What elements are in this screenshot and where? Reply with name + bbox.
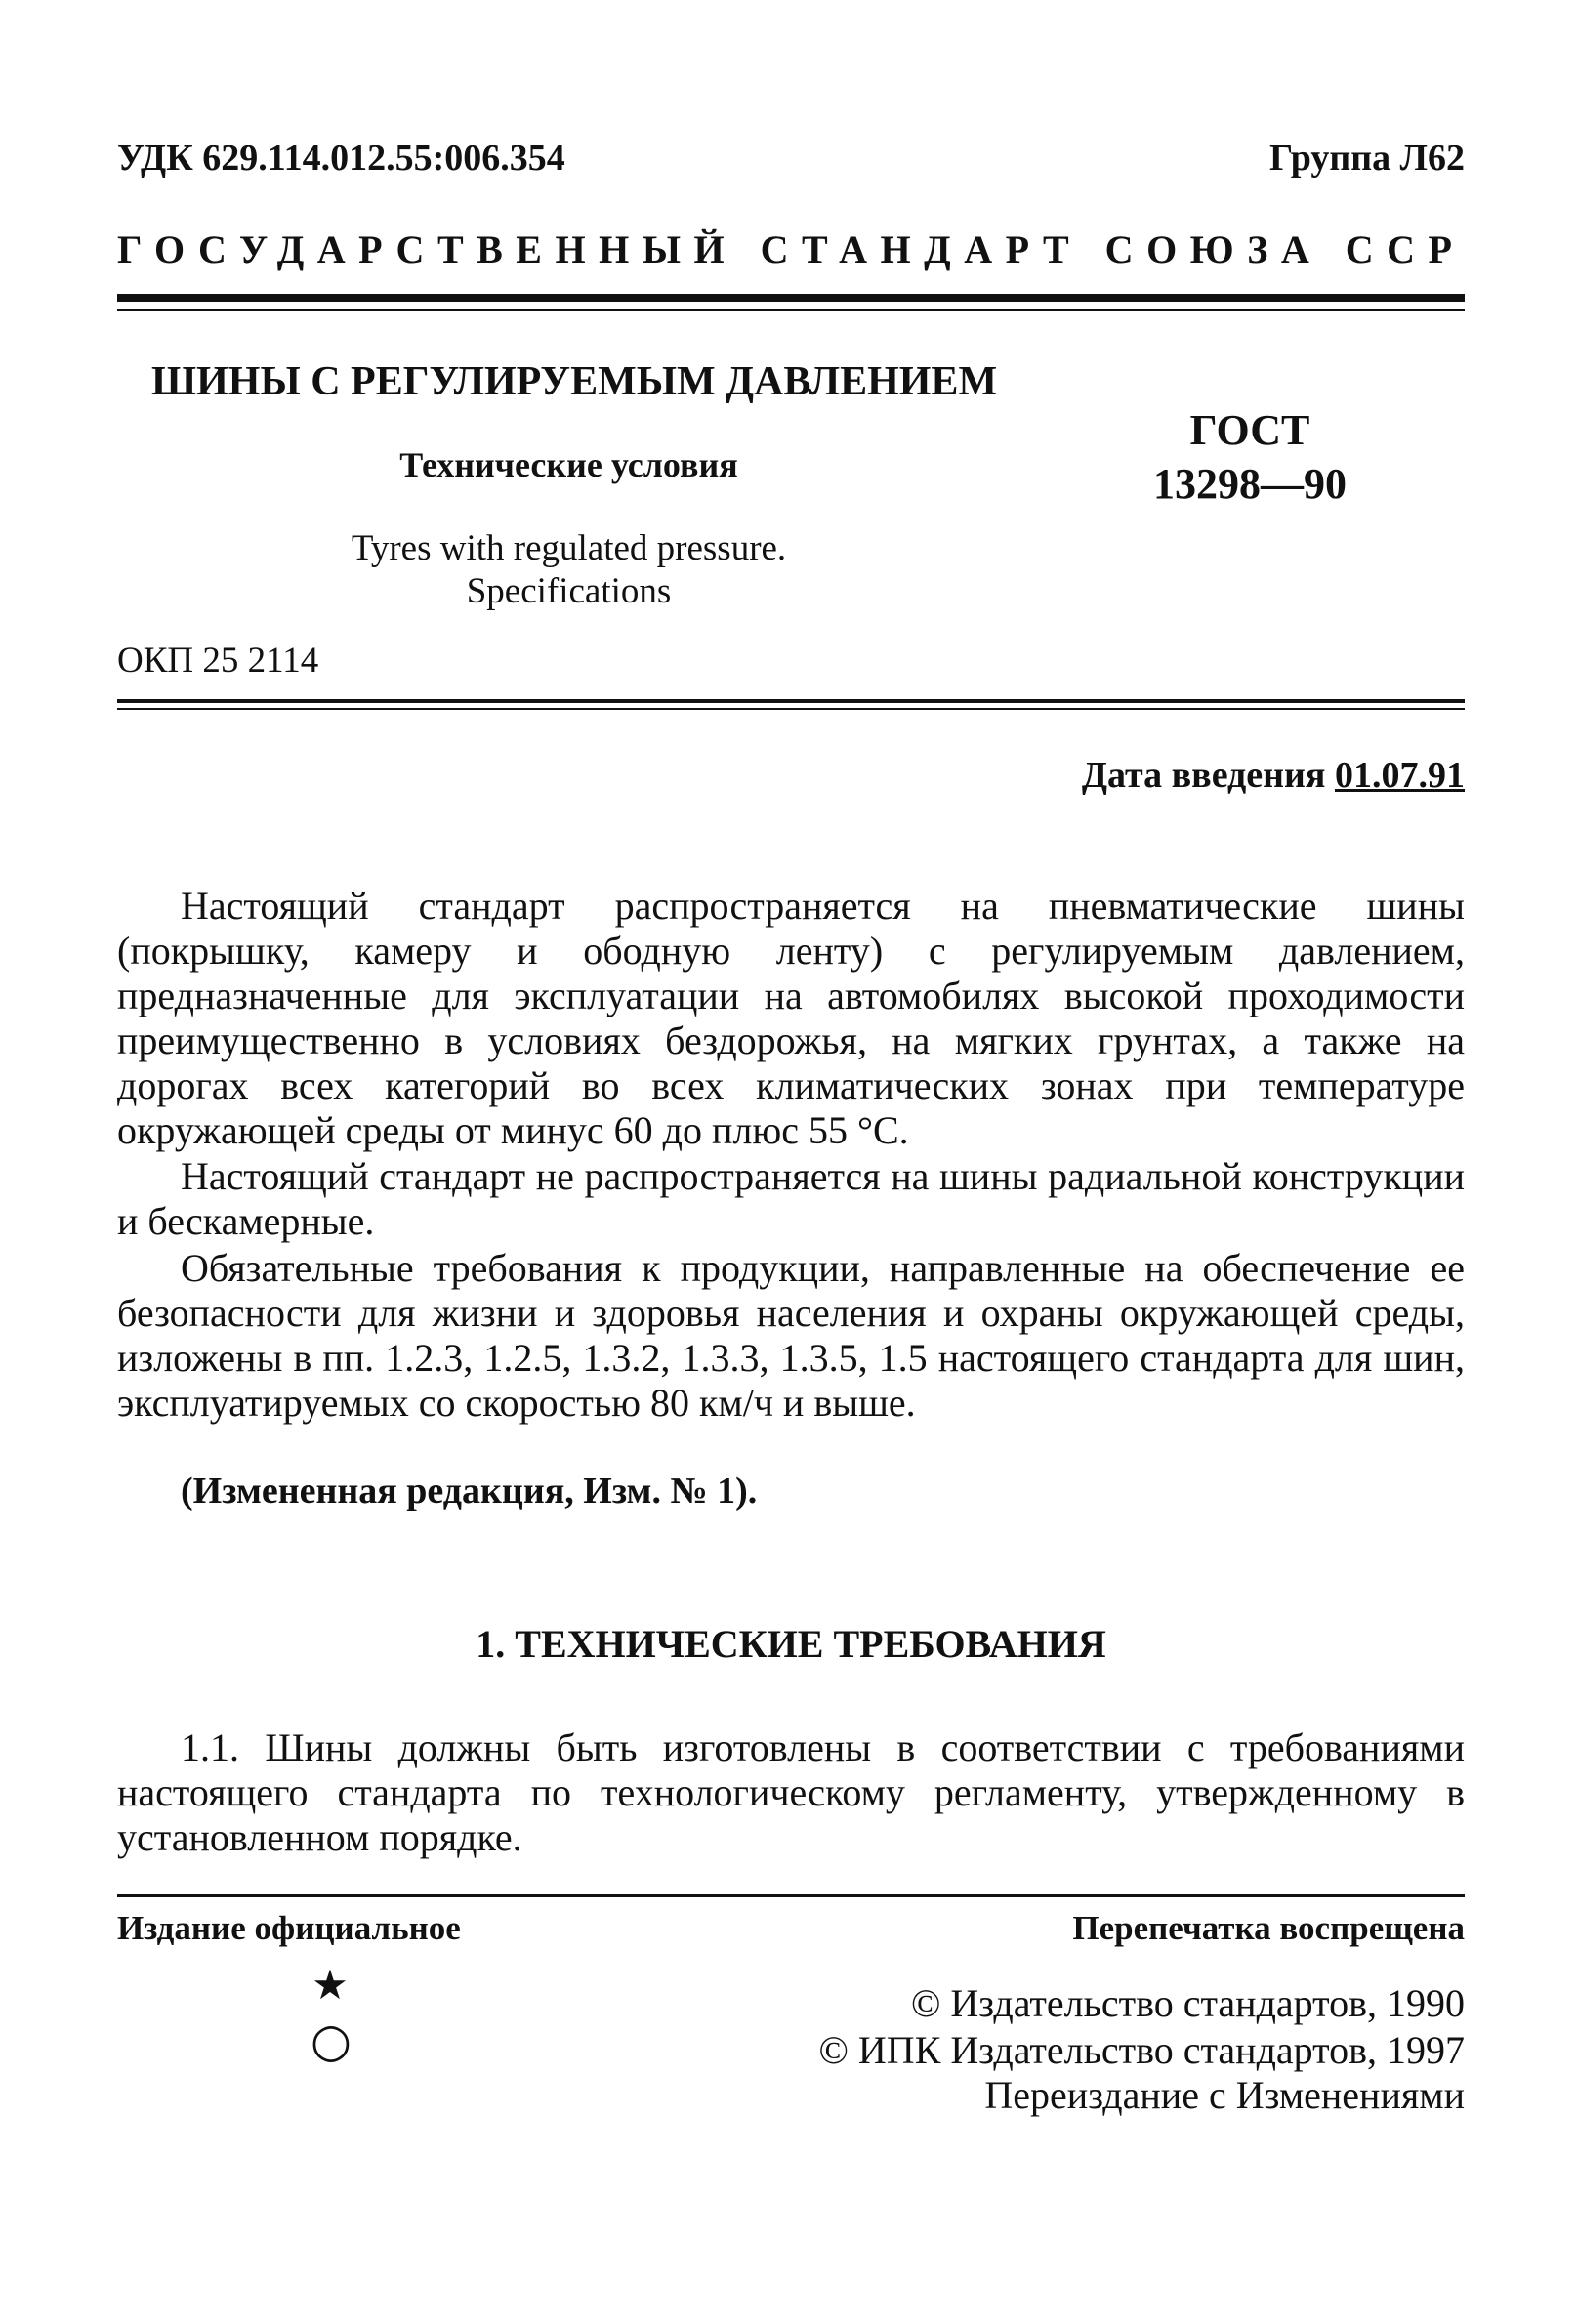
group-code: Группа Л62 — [1268, 138, 1465, 179]
paragraph-requirements — [117, 1246, 1465, 1426]
paragraph-scope-text: Настоящий стандарт распространяется на пневматические шины (покрышку, камеру и ободную ленту) с регулируемым давлением, предназначенные для эксплуатации на автомобилях высокой проходимости преимущественно в условиях бездорожья, на мягких грунтах, а также на дорогах всех категорий во всех климатических зонах при температуре окружающей среды от минус 60 до плюс 55 °С. — [117, 884, 1465, 1152]
copyright-1990: © Издательство стандартов, 1990 — [910, 1981, 1465, 2025]
header-rule-thick — [117, 294, 1465, 302]
document-title: ШИНЫ С РЕГУЛИРУЕМЫМ ДАВЛЕНИЕМ — [151, 359, 998, 404]
title-rule-thick — [117, 699, 1465, 703]
okp-code: ОКП 25 2114 — [117, 641, 319, 681]
paragraph-exclusions-text: Настоящий стандарт не распространяется на шины радиальной конструкции и бескамерные. — [117, 1154, 1465, 1243]
paragraph-scope — [117, 884, 1465, 1153]
english-title-line2: Specifications — [466, 571, 672, 611]
paragraph-1-1 — [117, 1725, 1465, 1860]
udk-code: УДК 629.114.012.55:006.354 — [117, 138, 565, 179]
reprint-prohibited: Перепечатка воспрещена — [1072, 1909, 1465, 1947]
paragraph-requirements-text: Обязательные требования к продукции, направленные на обеспечение ее безопасности для жизни и здоровья населения и охраны окружающей среды, изложены в пп. 1.2.3, 1.2.5, 1.3.2, 1.3.3, 1.3.5, 1.5 настоящего стандарта для шин, эксплуатируемых со скоростью 80 км/ч и выше. — [117, 1246, 1465, 1425]
star-icon: ★ — [311, 1961, 349, 2009]
reissue-note: Переиздание с Изменениями — [984, 2073, 1465, 2117]
standard-heading: ГОСУДАРСТВЕННЫЙ СТАНДАРТ СОЮЗА ССР — [117, 228, 1466, 271]
intro-date — [1082, 754, 1465, 797]
document-subtitle: Технические условия — [399, 445, 738, 484]
intro-date-label: Дата введения — [1081, 755, 1335, 796]
header-rule-thin — [117, 309, 1465, 311]
english-title-line1: Tyres with regulated pressure. — [351, 528, 787, 568]
amendment-note: (Измененная редакция, Изм. № 1). — [181, 1471, 758, 1512]
official-edition: Издание официальное — [117, 1909, 461, 1947]
english-title — [176, 527, 962, 613]
paragraph-exclusions — [117, 1154, 1465, 1244]
footer-rule — [117, 1894, 1465, 1897]
section-title: 1. ТЕХНИЧЕСКИЕ ТРЕБОВАНИЯ — [476, 1622, 1106, 1666]
gost-number: 13298—90 — [1153, 460, 1347, 508]
intro-date-value: 01.07.91 — [1335, 755, 1465, 796]
gost-label: ГОСТ — [1189, 406, 1310, 454]
copyright-1997: © ИПК Издательство стандартов, 1997 — [818, 2028, 1465, 2072]
circle-icon: ○ — [311, 2013, 352, 2068]
title-rule-thin — [117, 708, 1465, 710]
paragraph-1-1-text: 1.1. Шины должны быть изготовлены в соответствии с требованиями настоящего стандарта по технологическому регламенту, утвержденному в установленном порядке. — [117, 1725, 1465, 1859]
